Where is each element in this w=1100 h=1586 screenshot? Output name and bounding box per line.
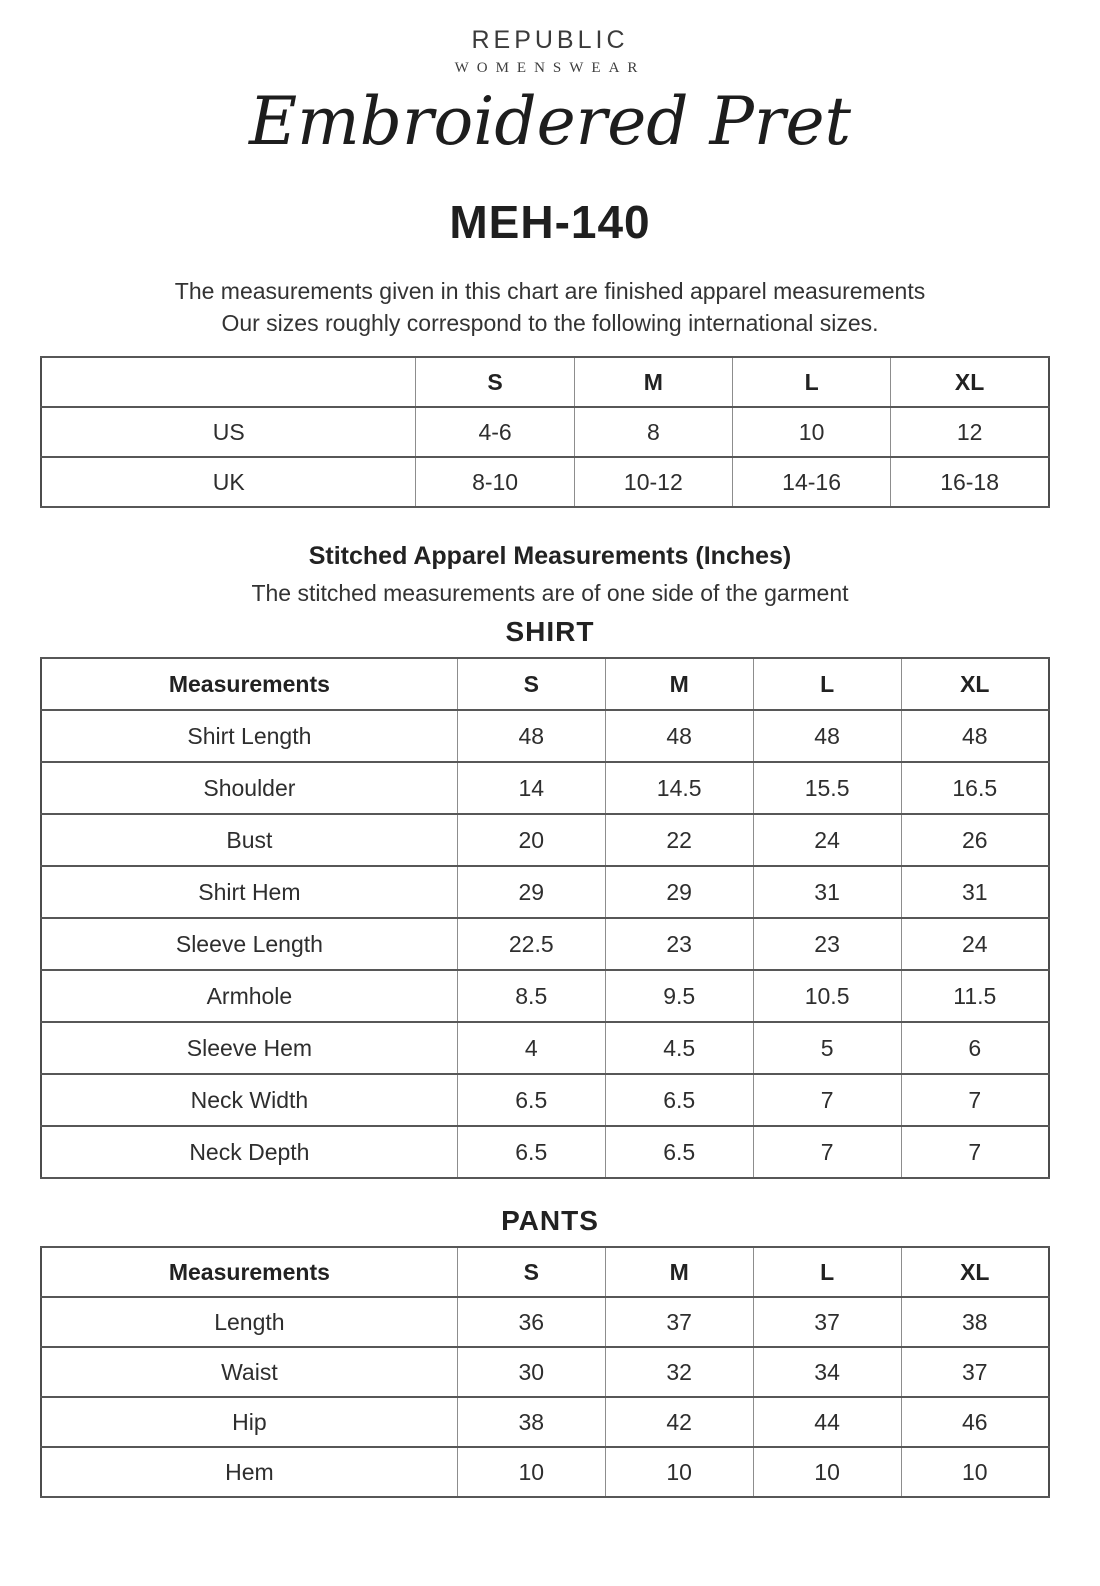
size-col-header-s: S <box>457 1247 605 1297</box>
cell-value: 24 <box>901 918 1049 970</box>
cell-value: 15.5 <box>753 762 901 814</box>
cell-value: 31 <box>901 866 1049 918</box>
table-row <box>41 1126 1049 1178</box>
international-size-table <box>40 356 1050 508</box>
table-row <box>41 1347 1049 1397</box>
row-label: Shirt Hem <box>41 866 457 918</box>
row-label: Sleeve Length <box>41 918 457 970</box>
cell-value: 31 <box>753 866 901 918</box>
intro-text <box>0 275 1100 340</box>
cell-value: 4-6 <box>416 407 574 457</box>
cell-value: 29 <box>605 866 753 918</box>
size-table-corner-cell <box>41 357 416 407</box>
row-label: Shirt Length <box>41 710 457 762</box>
cell-value: 10 <box>753 1447 901 1497</box>
brand-subtitle: WOMENSWEAR <box>454 60 646 76</box>
row-label: Shoulder <box>41 762 457 814</box>
row-label: Waist <box>41 1347 457 1397</box>
row-label: Length <box>41 1297 457 1347</box>
measurements-col-header: Measurements <box>41 658 457 710</box>
stitched-section-subtitle: The stitched measurements are of one side of the garment <box>251 580 849 607</box>
size-col-header-l: L <box>753 658 901 710</box>
cell-value: 48 <box>457 710 605 762</box>
row-label: Hem <box>41 1447 457 1497</box>
cell-value: 5 <box>753 1022 901 1074</box>
cell-value: 23 <box>605 918 753 970</box>
measurements-col-header: Measurements <box>41 1247 457 1297</box>
table-row <box>41 1297 1049 1347</box>
cell-value: 8 <box>574 407 732 457</box>
cell-value: 22 <box>605 814 753 866</box>
cell-value: 34 <box>753 1347 901 1397</box>
cell-value: 14 <box>457 762 605 814</box>
cell-value: 16-18 <box>891 457 1049 507</box>
table-row <box>41 1074 1049 1126</box>
cell-value: 48 <box>605 710 753 762</box>
size-col-header-m: M <box>605 1247 753 1297</box>
cell-value: 24 <box>753 814 901 866</box>
cell-value: 14-16 <box>732 457 890 507</box>
cell-value: 14.5 <box>605 762 753 814</box>
size-col-header-m: M <box>574 357 732 407</box>
cell-value: 7 <box>901 1074 1049 1126</box>
cell-value: 30 <box>457 1347 605 1397</box>
row-label: Bust <box>41 814 457 866</box>
row-label: UK <box>41 457 416 507</box>
shirt-table-header-row <box>41 658 1049 710</box>
cell-value: 7 <box>901 1126 1049 1178</box>
size-col-header-s: S <box>416 357 574 407</box>
table-row <box>41 762 1049 814</box>
size-col-header-s: S <box>457 658 605 710</box>
table-row <box>41 1447 1049 1497</box>
table-row <box>41 866 1049 918</box>
cell-value: 6 <box>901 1022 1049 1074</box>
intro-line-1: The measurements given in this chart are finished apparel measurements <box>174 277 926 304</box>
product-code: MEH-140 <box>449 195 651 248</box>
cell-value: 10 <box>605 1447 753 1497</box>
shirt-measurements-table <box>40 657 1050 1179</box>
size-table-header-row <box>41 357 1049 407</box>
table-row <box>41 457 1049 507</box>
brand-name: REPUBLIC <box>471 26 629 54</box>
cell-value: 37 <box>605 1297 753 1347</box>
cell-value: 10 <box>732 407 890 457</box>
cell-value: 23 <box>753 918 901 970</box>
cell-value: 44 <box>753 1397 901 1447</box>
cell-value: 7 <box>753 1126 901 1178</box>
table-row <box>41 710 1049 762</box>
cell-value: 4 <box>457 1022 605 1074</box>
table-row <box>41 814 1049 866</box>
cell-value: 37 <box>901 1347 1049 1397</box>
intro-line-2: Our sizes roughly correspond to the following international sizes. <box>221 310 879 337</box>
row-label: Sleeve Hem <box>41 1022 457 1074</box>
cell-value: 10 <box>457 1447 605 1497</box>
row-label: Neck Depth <box>41 1126 457 1178</box>
size-col-header-l: L <box>732 357 890 407</box>
cell-value: 42 <box>605 1397 753 1447</box>
size-col-header-m: M <box>605 658 753 710</box>
cell-value: 22.5 <box>457 918 605 970</box>
shirt-heading: SHIRT <box>505 616 595 648</box>
row-label: Neck Width <box>41 1074 457 1126</box>
table-row <box>41 407 1049 457</box>
cell-value: 32 <box>605 1347 753 1397</box>
row-label: US <box>41 407 416 457</box>
table-row <box>41 918 1049 970</box>
pants-table-header-row <box>41 1247 1049 1297</box>
table-row <box>41 970 1049 1022</box>
cell-value: 26 <box>901 814 1049 866</box>
cell-value: 10-12 <box>574 457 732 507</box>
cell-value: 29 <box>457 866 605 918</box>
cell-value: 8.5 <box>457 970 605 1022</box>
cell-value: 16.5 <box>901 762 1049 814</box>
cell-value: 10.5 <box>753 970 901 1022</box>
size-col-header-l: L <box>753 1247 901 1297</box>
cell-value: 37 <box>753 1297 901 1347</box>
cell-value: 6.5 <box>605 1126 753 1178</box>
cell-value: 4.5 <box>605 1022 753 1074</box>
cell-value: 36 <box>457 1297 605 1347</box>
collection-script-title: Embroidered Pret <box>248 83 852 160</box>
cell-value: 48 <box>901 710 1049 762</box>
pants-heading: PANTS <box>501 1205 599 1237</box>
size-col-header-xl: XL <box>901 1247 1049 1297</box>
cell-value: 6.5 <box>605 1074 753 1126</box>
cell-value: 10 <box>901 1447 1049 1497</box>
pants-measurements-table <box>40 1246 1050 1498</box>
cell-value: 48 <box>753 710 901 762</box>
cell-value: 12 <box>891 407 1049 457</box>
cell-value: 11.5 <box>901 970 1049 1022</box>
table-row <box>41 1397 1049 1447</box>
table-row <box>41 1022 1049 1074</box>
cell-value: 6.5 <box>457 1126 605 1178</box>
cell-value: 20 <box>457 814 605 866</box>
row-label: Hip <box>41 1397 457 1447</box>
cell-value: 9.5 <box>605 970 753 1022</box>
size-col-header-xl: XL <box>901 658 1049 710</box>
brand-logo <box>0 26 1100 165</box>
row-label: Armhole <box>41 970 457 1022</box>
cell-value: 7 <box>753 1074 901 1126</box>
cell-value: 8-10 <box>416 457 574 507</box>
cell-value: 46 <box>901 1397 1049 1447</box>
cell-value: 6.5 <box>457 1074 605 1126</box>
stitched-section-title: Stitched Apparel Measurements (Inches) <box>308 542 792 571</box>
size-col-header-xl: XL <box>891 357 1049 407</box>
cell-value: 38 <box>457 1397 605 1447</box>
cell-value: 38 <box>901 1297 1049 1347</box>
